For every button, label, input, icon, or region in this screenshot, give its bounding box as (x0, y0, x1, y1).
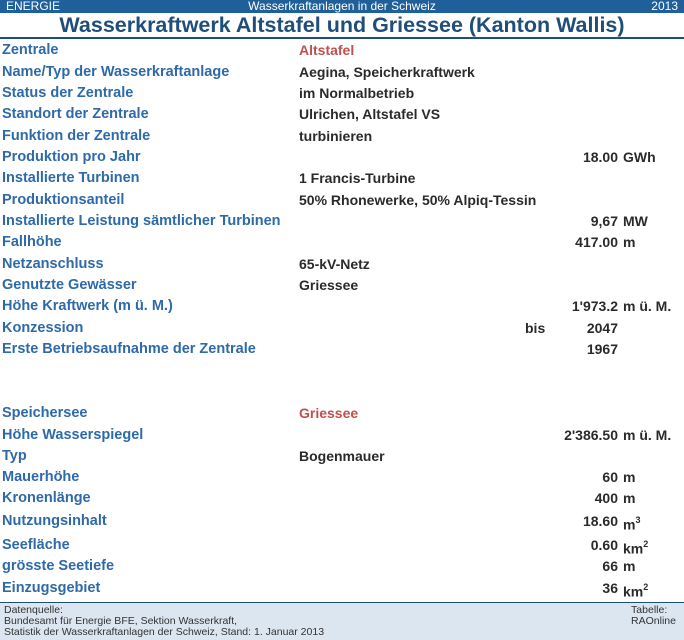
flaeche-unit: $km^2$ (623, 539, 649, 557)
netz-value: 65-kV-Netz (299, 256, 370, 272)
produktion-unit: GWh (623, 149, 656, 165)
netz-label: Netzanschluss (2, 256, 104, 272)
category-label: ENERGIE (6, 0, 61, 13)
gewaesser-value: Griessee (299, 277, 359, 293)
einzug-unit: $km^2$ (623, 582, 649, 600)
row-mauerhoehe (0, 467, 684, 488)
flaeche-label: Seefläche (2, 537, 70, 553)
leistung-label: Installierte Leistung sämtlicher Turbinen (2, 213, 281, 229)
zentrale-label: Zentrale (2, 42, 59, 58)
typ-value: Bogenmauer (299, 448, 385, 464)
konzession-value: 2047 (586, 320, 618, 336)
standort-label: Standort der Zentrale (2, 106, 149, 122)
wasserspiegel-value: 2'386.50 (564, 427, 618, 443)
fallhoehe-unit: m (623, 234, 636, 250)
konzession-label: Konzession (2, 320, 84, 336)
source-block (4, 605, 324, 638)
fallhoehe-label: Fallhöhe (2, 234, 62, 250)
row-wasserspiegel (0, 425, 684, 446)
name-label: Name/Typ der Wasserkraftanlage (2, 64, 230, 80)
produktion-label: Produktion pro Jahr (2, 149, 141, 165)
year-label: 2013 (651, 0, 678, 13)
hoehe-label: Höhe Kraftwerk (m ü. M.) (2, 298, 173, 314)
series-title: Wasserkraftanlagen in der Schweiz (248, 0, 436, 13)
funktion-label: Funktion der Zentrale (2, 128, 151, 144)
mauerhoehe-value: 60 (602, 469, 618, 485)
row-seetiefe (0, 556, 684, 577)
table-source: RAOnline (631, 615, 676, 627)
tiefe-label: grösste Seetiefe (2, 558, 115, 574)
leistung-value: 9,67 (590, 213, 618, 229)
einzug-value: 36 (602, 580, 618, 596)
table-label: Tabelle: (631, 604, 668, 616)
anteil-label: Produktionsanteil (2, 192, 125, 208)
row-netzanschluss (0, 254, 684, 275)
row-speichersee (0, 403, 684, 424)
funktion-value: turbinieren (299, 128, 373, 144)
inhalt-label: Nutzungsinhalt (2, 513, 107, 529)
row-name-typ (0, 62, 684, 83)
flaeche-value: 0.60 (590, 537, 618, 553)
row-produktionsanteil (0, 190, 684, 211)
row-leistung (0, 211, 684, 232)
hoehe-value: 1'973.2 (571, 298, 618, 314)
row-turbinen (0, 168, 684, 189)
row-fallhoehe (0, 232, 684, 253)
mauerhoehe-unit: m (623, 469, 636, 485)
row-standort (0, 104, 684, 125)
row-nutzungsinhalt (0, 511, 684, 532)
standort-value: Ulrichen, Altstafel VS (299, 106, 441, 122)
table-block (631, 605, 676, 627)
source-label: Datenquelle: (4, 604, 63, 616)
turbinen-label: Installierte Turbinen (2, 170, 140, 186)
speichersee-value: Griessee (299, 405, 359, 421)
kronen-unit: m (623, 490, 636, 506)
hoehe-unit: m ü. M. (623, 298, 672, 314)
row-konzession (0, 318, 684, 339)
status-label: Status der Zentrale (2, 85, 134, 101)
fallhoehe-value: 417.00 (575, 234, 618, 250)
betrieb-value: 1967 (586, 341, 618, 357)
gewaesser-label: Genutzte Gewässer (2, 277, 137, 293)
row-einzugsgebiet (0, 578, 684, 599)
row-typ (0, 446, 684, 467)
produktion-value: 18.00 (582, 149, 618, 165)
status-value: im Normalbetrieb (299, 85, 415, 101)
tiefe-value: 66 (602, 558, 618, 574)
row-hoehe-kraftwerk (0, 296, 684, 317)
typ-label: Typ (2, 448, 27, 464)
row-funktion (0, 126, 684, 147)
footer (0, 603, 684, 640)
speichersee-label: Speichersee (2, 405, 88, 421)
anteil-value: 50% Rhonewerke, 50% Alpiq-Tessin (299, 192, 537, 208)
row-betriebsaufnahme (0, 339, 684, 360)
row-seeflaeche (0, 535, 684, 556)
turbinen-value: 1 Francis-Turbine (299, 170, 416, 186)
row-gewaesser (0, 275, 684, 296)
kronen-value: 400 (594, 490, 618, 506)
leistung-unit: MW (623, 213, 648, 229)
zentrale-value: Altstafel (299, 42, 355, 58)
inhalt-unit: $m^3$ (623, 515, 641, 533)
wasserspiegel-label: Höhe Wasserspiegel (2, 427, 144, 443)
row-status (0, 83, 684, 104)
page-title: Wasserkraftwerk Altstafel und Griessee (Kanton Wallis) (59, 13, 625, 37)
mauerhoehe-label: Mauerhöhe (2, 469, 80, 485)
kronen-label: Kronenlänge (2, 490, 91, 506)
title-divider (0, 37, 684, 39)
einzug-label: Einzugsgebiet (2, 580, 101, 596)
row-zentrale (0, 40, 684, 61)
source-line-2: Statistik der Wasserkraftanlagen der Schweiz, Stand: 1. Januar 2013 (4, 626, 325, 638)
betrieb-label: Erste Betriebsaufnahme der Zentrale (2, 341, 256, 357)
name-value: Aegina, Speicherkraftwerk (299, 64, 475, 80)
source-line-1: Bundesamt für Energie BFE, Sektion Wasserkraft, (4, 615, 238, 627)
wasserspiegel-unit: m ü. M. (623, 427, 672, 443)
inhalt-value: 18.60 (582, 513, 618, 529)
row-kronenlaenge (0, 488, 684, 509)
tiefe-unit: m (623, 558, 636, 574)
konzession-bis: bis (525, 320, 546, 336)
row-produktion (0, 147, 684, 168)
